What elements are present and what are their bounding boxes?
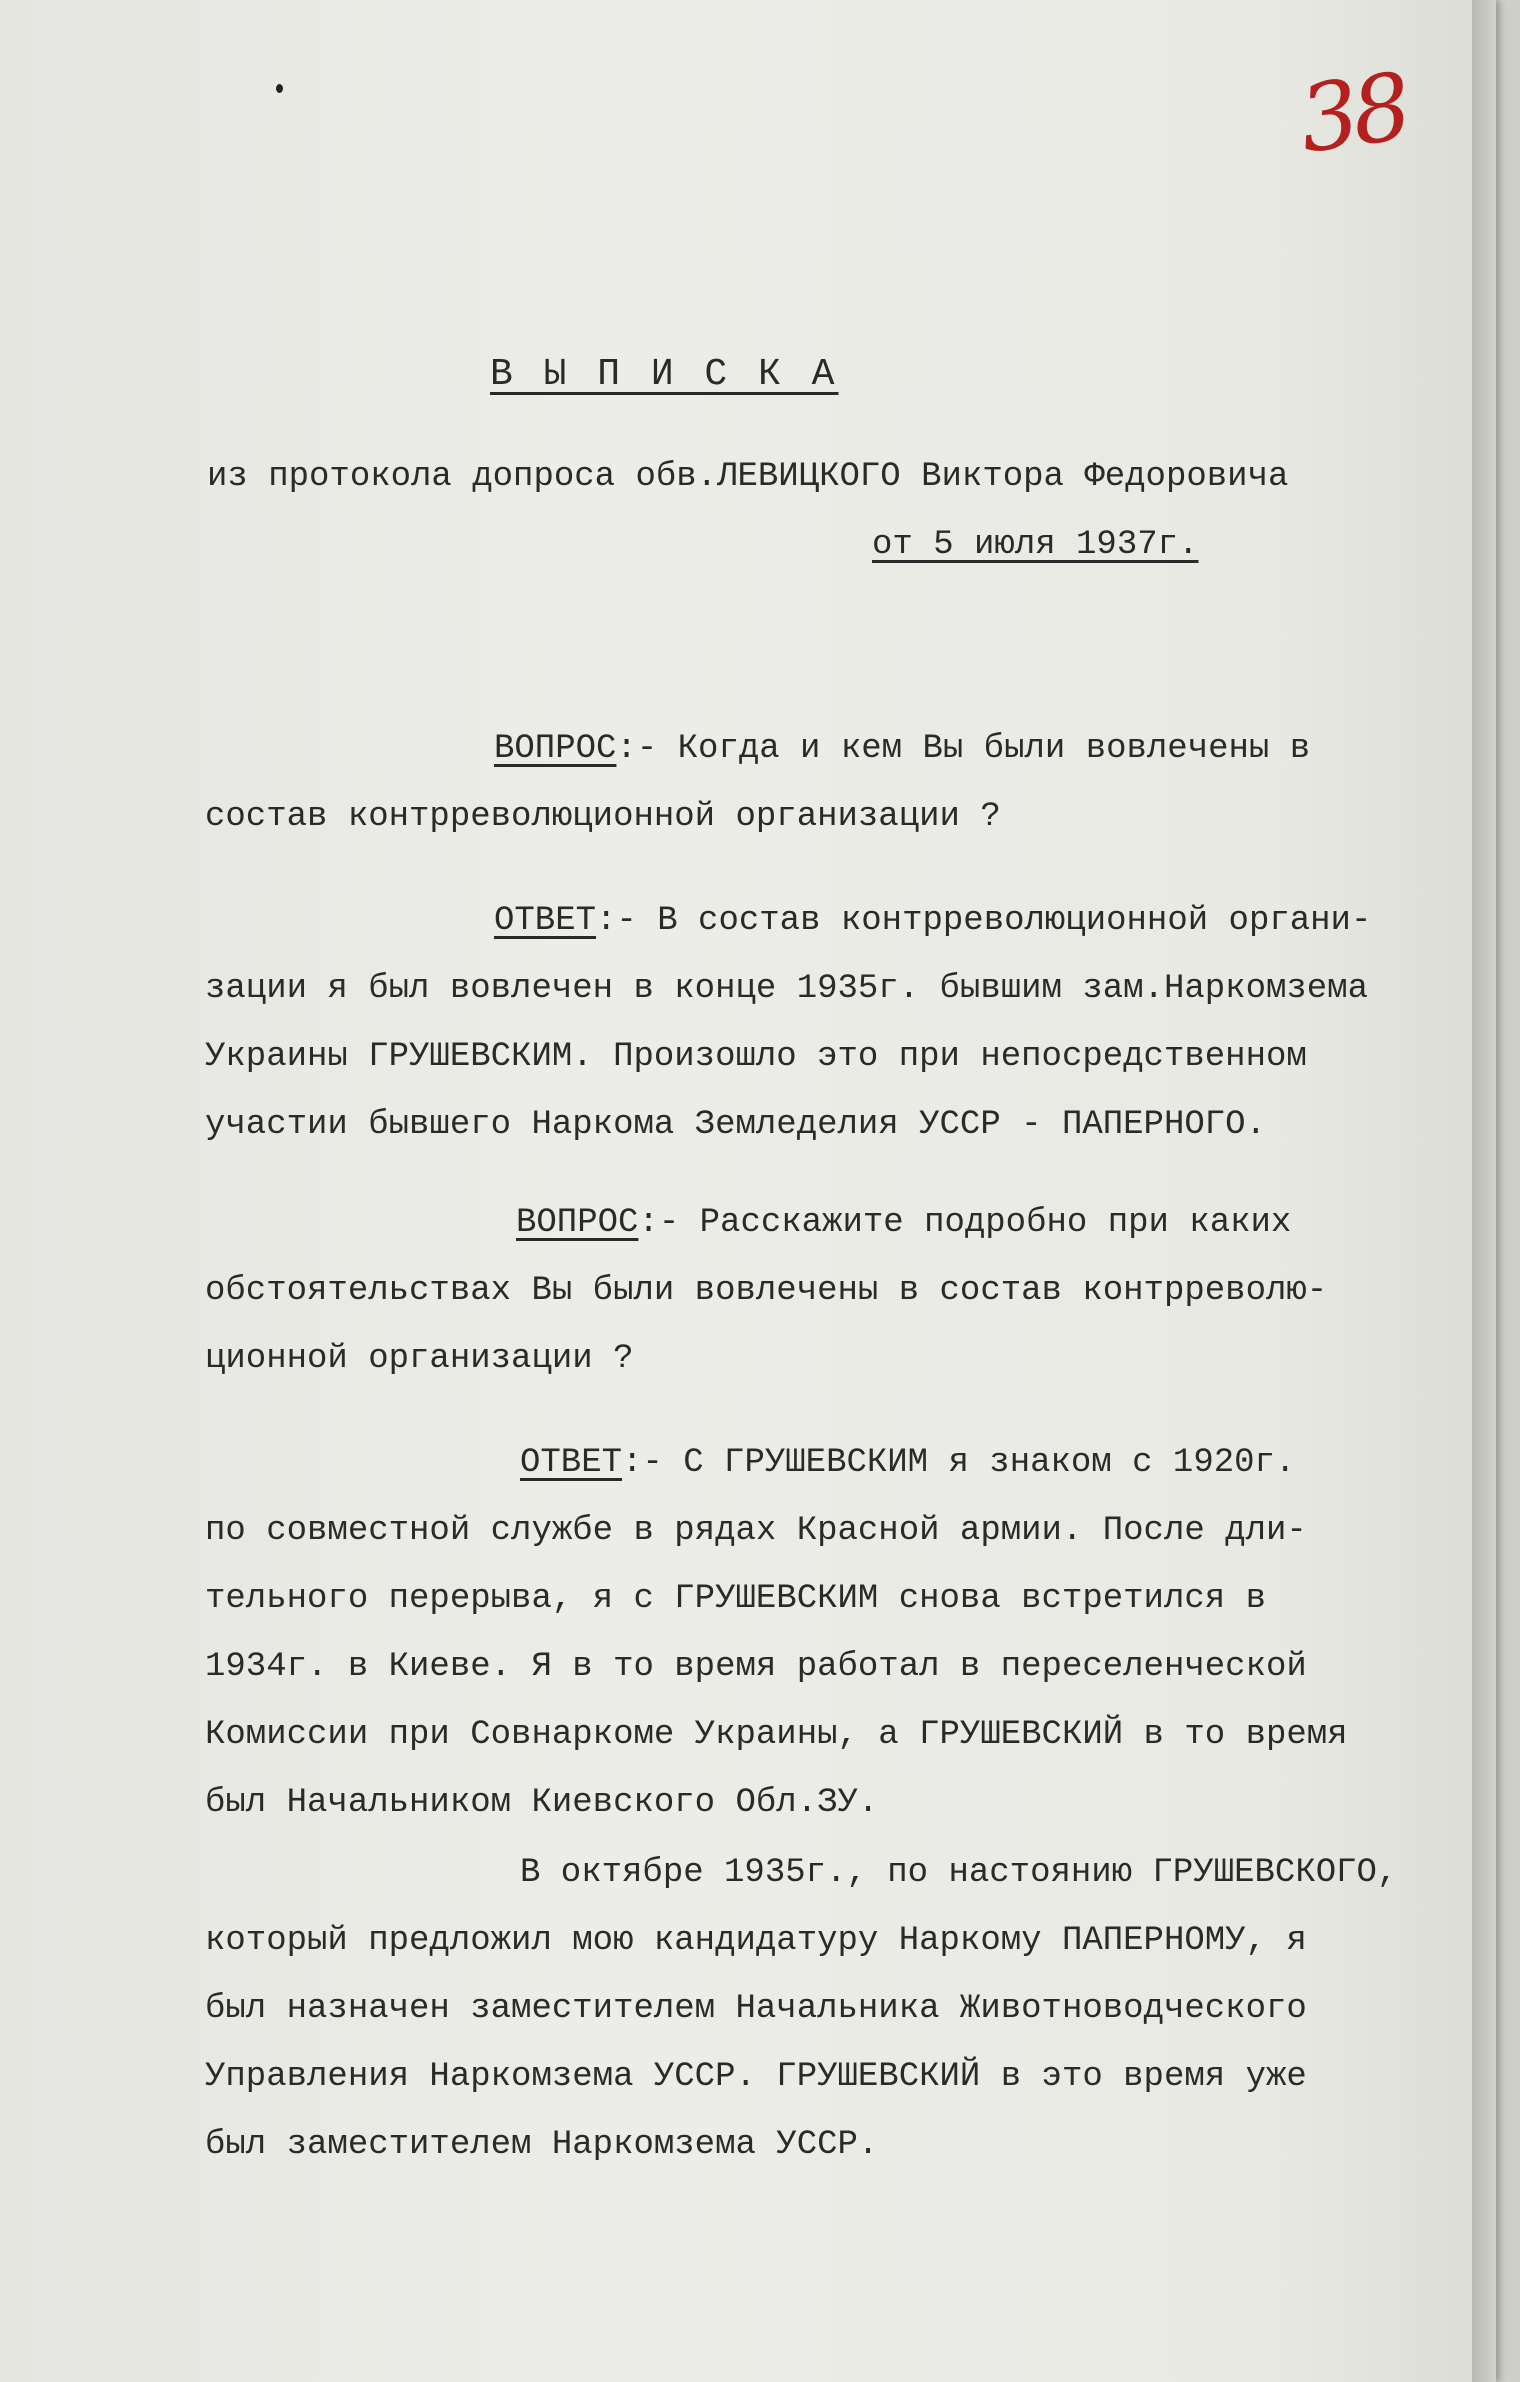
answer-2-first-line [520, 1446, 1295, 1480]
answer-label: ОТВЕТ [494, 902, 597, 940]
question-2-line: обстоятельствах Вы были вовлечены в состав контрреволю- [205, 1272, 1328, 1310]
subtitle-line-1: из протокола допроса обв.ЛЕВИЦКОГО Виктора Федоровича [207, 458, 1289, 496]
paragraph-5-line: который предложил мою кандидатуру Наркому ПАПЕРНОМУ, я [205, 1922, 1307, 1960]
question-1-line: состав контрреволюционной организации ? [205, 798, 1001, 836]
question-label: ВОПРОС [516, 1204, 639, 1242]
answer-2-line: тельного перерыва, я с ГРУШЕВСКИМ снова встретился в [205, 1580, 1266, 1618]
ink-dot [276, 84, 283, 93]
answer-2-line: по совместной службе в рядах Красной армии. После дли- [205, 1512, 1307, 1550]
question-2-text: :- Расскажите подробно при каких [638, 1204, 1292, 1242]
question-1-text: :- Когда и кем Вы были вовлечены в [616, 730, 1311, 768]
paragraph-5-line: был заместителем Наркомзема УССР. [205, 2126, 879, 2164]
answer-2-line: Комиссии при Совнаркоме Украины, а ГРУШЕВСКИЙ в то время [205, 1716, 1348, 1754]
page-number: 38 [1293, 53, 1413, 174]
subtitle-date: от 5 июля 1937г. [872, 526, 1199, 564]
answer-1-line: зации я был вовлечен в конце 1935г. бывшим зам.Наркомзема [205, 970, 1368, 1008]
paragraph-5-first-line: В октябре 1935г., по настоянию ГРУШЕВСКОГО, [520, 1854, 1398, 1892]
answer-label: ОТВЕТ [520, 1444, 623, 1482]
answer-2-text: :- С ГРУШЕВСКИМ я знаком с 1920г. [622, 1444, 1296, 1482]
paragraph-5-line: Управления Наркомзема УССР. ГРУШЕВСКИЙ в это время уже [205, 2058, 1307, 2096]
page-edge [1472, 0, 1496, 2382]
document-title: В Ы П И С К А [490, 353, 839, 396]
question-2-line: ционной организации ? [205, 1340, 634, 1378]
answer-1-first-line [494, 904, 1371, 938]
paragraph-5-line: был назначен заместителем Начальника Животноводческого [205, 1990, 1307, 2028]
question-1-first-line [494, 732, 1310, 766]
answer-1-line: Украины ГРУШЕВСКИМ. Произошло это при непосредственном [205, 1038, 1307, 1076]
question-label: ВОПРОС [494, 730, 617, 768]
question-2-first-line [516, 1206, 1291, 1240]
answer-2-line: 1934г. в Киеве. Я в то время работал в переселенческой [205, 1648, 1307, 1686]
answer-2-line: был Начальником Киевского Обл.ЗУ. [205, 1784, 879, 1822]
answer-1-line: участии бывшего Наркома Земледелия УССР - ПАПЕРНОГО. [205, 1106, 1266, 1144]
answer-1-text: :- В состав контрреволюционной органи- [596, 902, 1372, 940]
